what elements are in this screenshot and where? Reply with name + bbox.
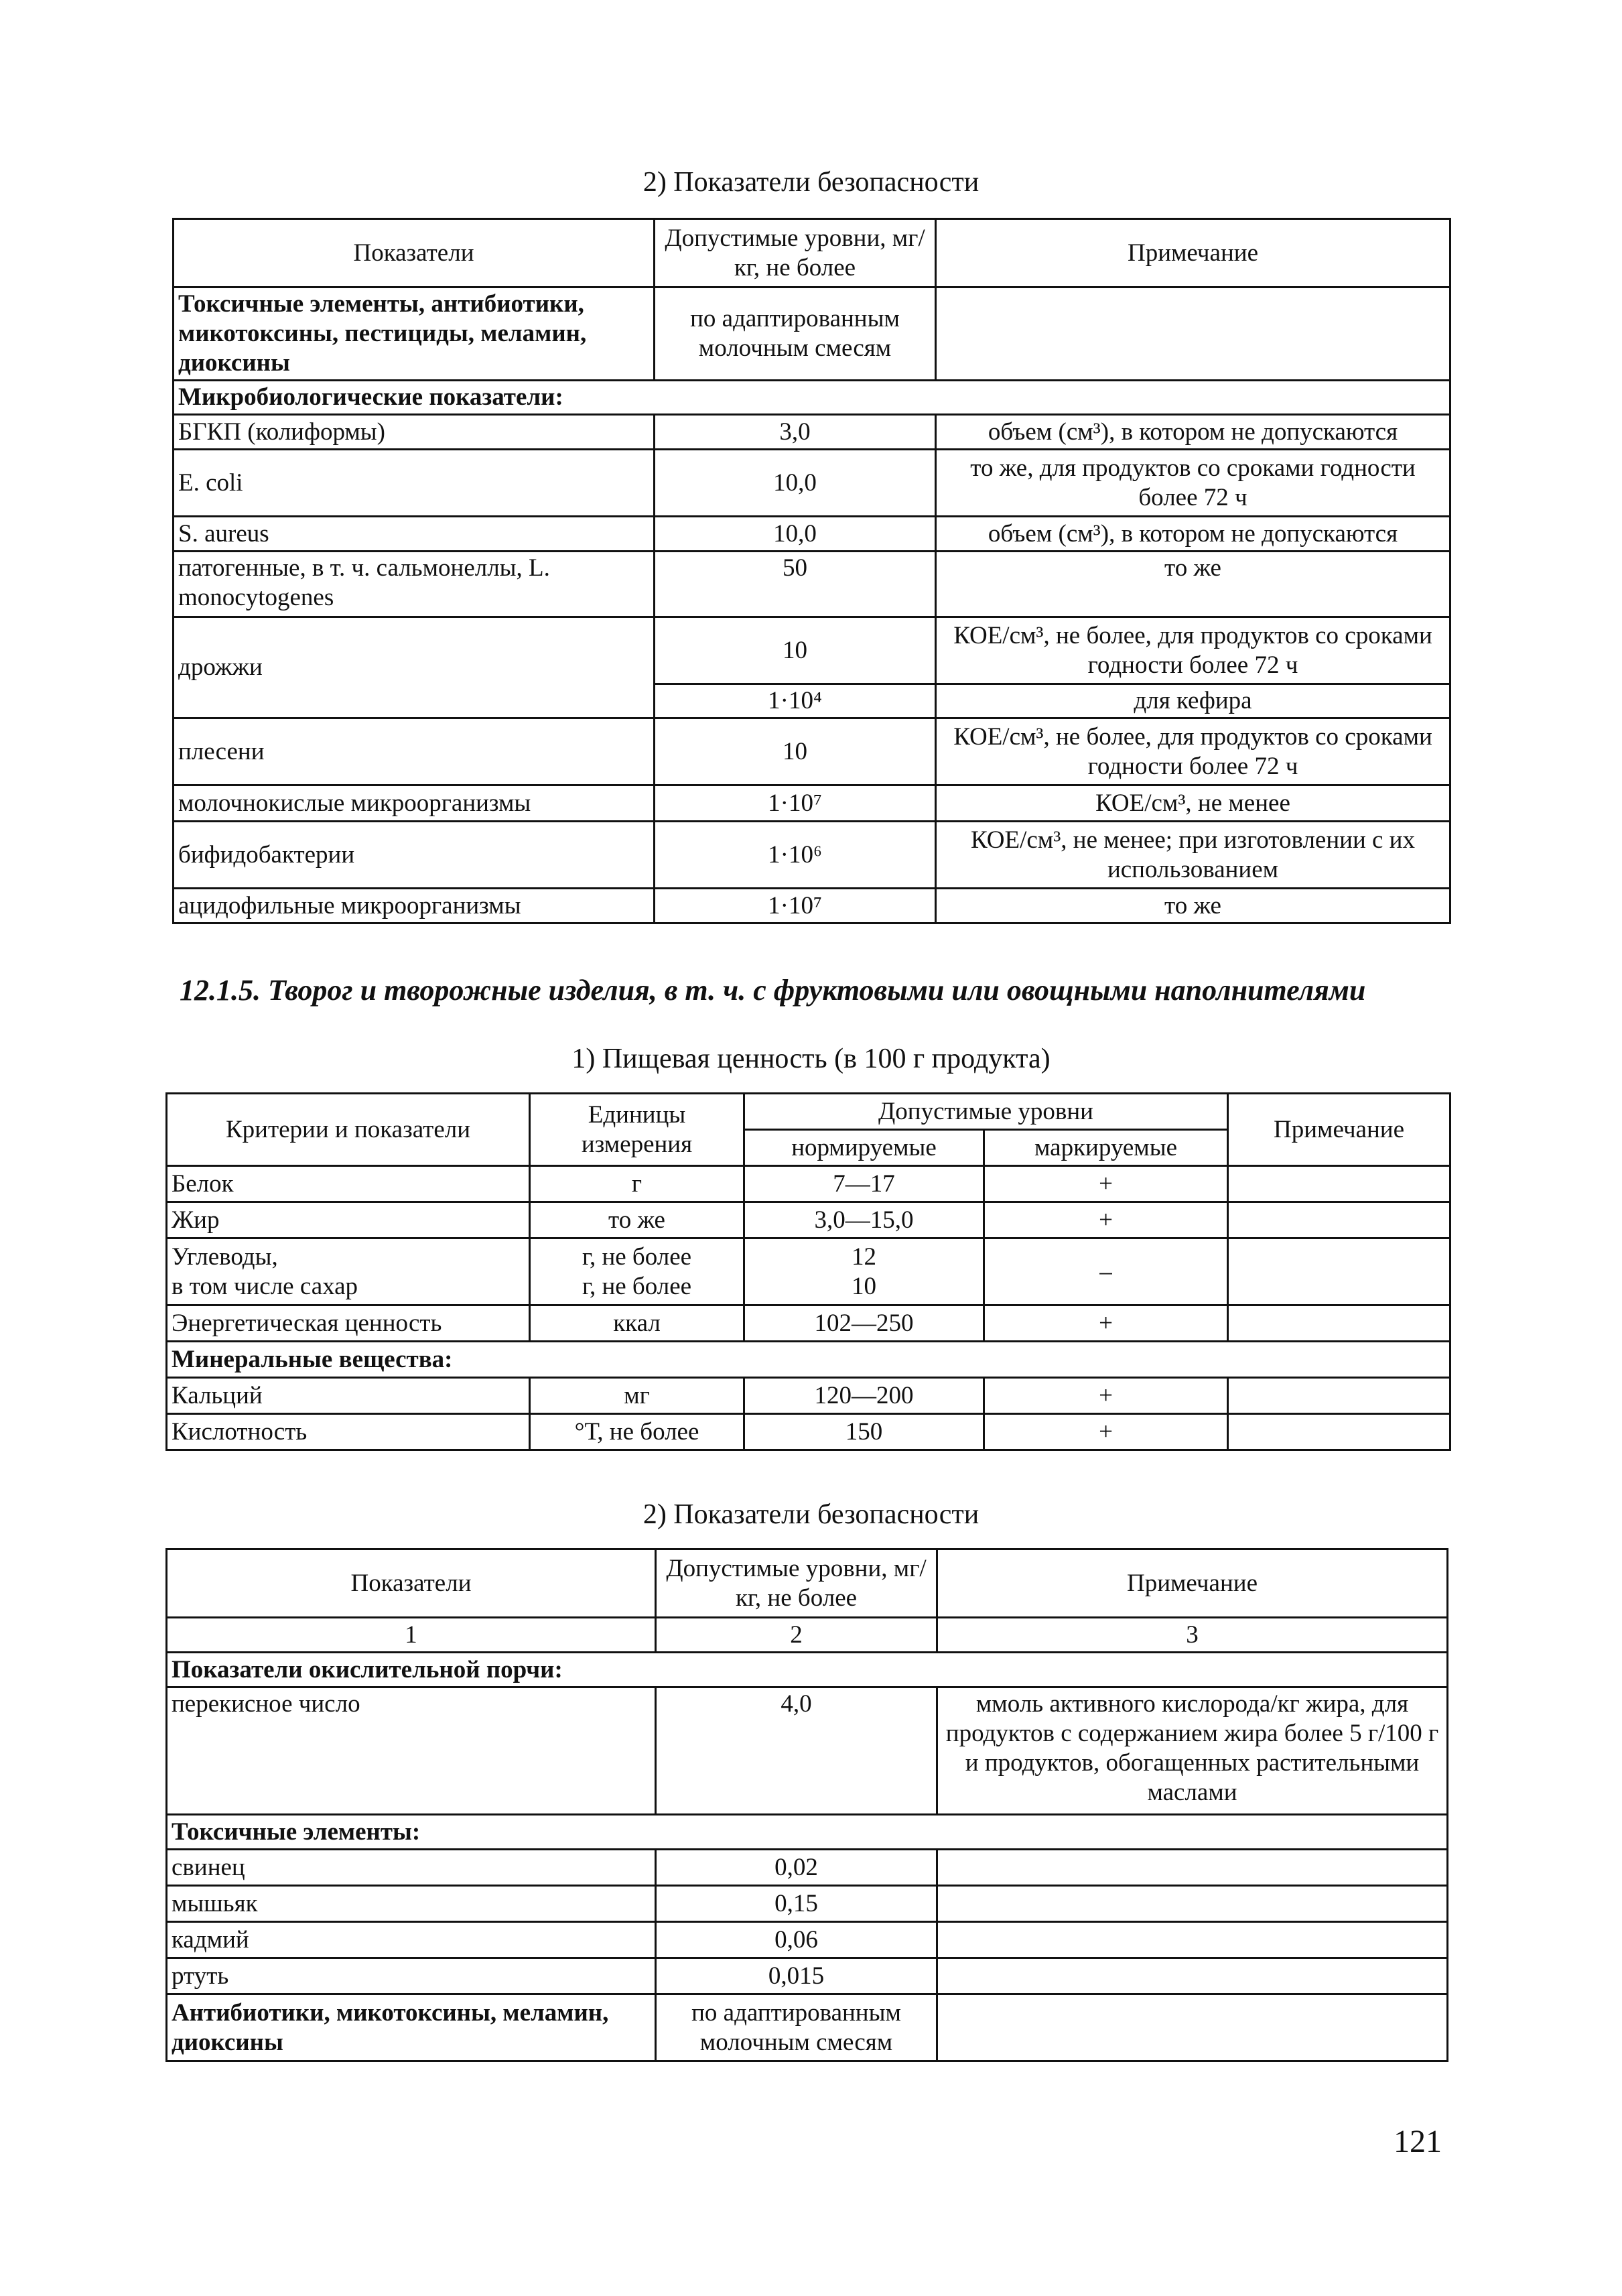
note-cell: для кефира	[936, 684, 1450, 718]
indicator-cell: S. aureus	[174, 517, 655, 552]
level-cell: 50	[655, 552, 936, 617]
labeled-cell: +	[984, 1202, 1228, 1238]
note-cell	[936, 288, 1450, 381]
unit-cell: г	[530, 1166, 744, 1202]
group-row	[167, 1815, 1448, 1850]
table-row	[174, 785, 1450, 822]
column-number: 3	[937, 1618, 1448, 1653]
safety-table-2	[165, 1548, 1448, 2062]
table-row	[167, 1238, 1450, 1305]
group-row	[167, 1342, 1450, 1378]
indicator-cell: свинец	[167, 1850, 656, 1886]
note-cell: ммоль активного кислорода/кг жира, для продуктов с содержанием жира более 5 г/100 г и продуктов, обогащенных растительными маслами	[937, 1687, 1448, 1815]
indicator-cell: молочнокислые микроорганизмы	[174, 785, 655, 822]
level-cell: 0,015	[656, 1958, 937, 1994]
note-cell: КОЕ/см³, не более, для продуктов со сроками годности более 72 ч	[936, 718, 1450, 785]
level-cell: 1·10⁷	[655, 785, 936, 822]
indicator-cell: патогенные, в т. ч. сальмонеллы, L. monocytogenes	[174, 552, 655, 617]
table-row	[174, 415, 1450, 450]
unit-cell	[530, 1238, 744, 1305]
table-row	[174, 889, 1450, 923]
criterion-cell: Кислотность	[167, 1414, 530, 1450]
note-cell	[1228, 1414, 1450, 1450]
level-cell: 0,06	[656, 1922, 937, 1958]
group-label: Токсичные элементы:	[167, 1815, 1448, 1850]
note-cell	[1228, 1238, 1450, 1305]
table-row	[167, 1687, 1448, 1815]
table-row	[167, 1202, 1450, 1238]
note-cell	[937, 1994, 1448, 2061]
normed-cell: 120—200	[744, 1378, 984, 1414]
header-indicators: Показатели	[174, 219, 655, 288]
level-cell: 1·10⁴	[655, 684, 936, 718]
table-row	[167, 1958, 1448, 1994]
table-row	[174, 288, 1450, 381]
normed-cell: 3,0—15,0	[744, 1202, 984, 1238]
unit-line: г, не более	[582, 1272, 692, 1300]
table-row	[167, 1922, 1448, 1958]
criterion-cell: Жир	[167, 1202, 530, 1238]
normed-cell: 7—17	[744, 1166, 984, 1202]
level-cell: 4,0	[656, 1687, 937, 1815]
level-cell: 0,02	[656, 1850, 937, 1886]
table-row	[167, 1305, 1450, 1342]
header-normed: нормируемые	[744, 1130, 984, 1166]
note-cell	[1228, 1202, 1450, 1238]
nutrition-table	[165, 1092, 1451, 1451]
header-note: Примечание	[1228, 1094, 1450, 1166]
table-row	[174, 552, 1450, 617]
table-row	[167, 1414, 1450, 1450]
criterion-line: в том числе сахар	[172, 1272, 358, 1300]
criterion-cell: Энергетическая ценность	[167, 1305, 530, 1342]
table-header-row	[167, 1549, 1448, 1618]
note-cell: то же, для продуктов со сроками годности более 72 ч	[936, 450, 1450, 517]
section-heading: 12.1.5. Творог и творожные изделия, в т. ч. с фруктовыми или овощными наполнителями	[180, 974, 1366, 1007]
labeled-cell: –	[984, 1238, 1228, 1305]
criterion-cell: Кальций	[167, 1378, 530, 1414]
indicator-cell: бифидобактерии	[174, 822, 655, 889]
indicator-cell: мышьяк	[167, 1886, 656, 1922]
normed-cell	[744, 1238, 984, 1305]
column-number-row	[167, 1618, 1448, 1653]
table-header-row	[174, 219, 1450, 288]
header-note: Примечание	[937, 1549, 1448, 1618]
indicator-cell: кадмий	[167, 1922, 656, 1958]
table-row	[174, 617, 1450, 684]
table-row	[167, 1378, 1450, 1414]
indicator-cell: плесени	[174, 718, 655, 785]
level-cell: 1·10⁷	[655, 889, 936, 923]
level-cell: 10	[655, 718, 936, 785]
table-header-row	[167, 1094, 1450, 1130]
group-row	[167, 1653, 1448, 1687]
level-cell: 3,0	[655, 415, 936, 450]
level-cell: 10,0	[655, 450, 936, 517]
note-cell: объем (см³), в котором не допускаются	[936, 517, 1450, 552]
labeled-cell: +	[984, 1166, 1228, 1202]
header-criteria: Критерии и показатели	[167, 1094, 530, 1166]
header-indicators: Показатели	[167, 1549, 656, 1618]
caption-safety-1: 2) Показатели безопасности	[643, 167, 979, 198]
table-row	[174, 718, 1450, 785]
labeled-cell: +	[984, 1305, 1228, 1342]
normed-line: 10	[852, 1272, 876, 1300]
indicator-cell: дрожжи	[174, 617, 655, 718]
unit-cell: то же	[530, 1202, 744, 1238]
labeled-cell: +	[984, 1414, 1228, 1450]
column-number: 2	[656, 1618, 937, 1653]
table-row	[167, 1886, 1448, 1922]
indicator-cell: Антибиотики, микотоксины, меламин, диоксины	[167, 1994, 656, 2061]
note-cell	[1228, 1378, 1450, 1414]
table-row	[174, 822, 1450, 889]
level-cell: по адаптированным молочным смесям	[655, 288, 936, 381]
indicator-cell: перекисное число	[167, 1687, 656, 1815]
level-cell: по адаптированным молочным смесям	[656, 1994, 937, 2061]
header-levels: Допустимые уровни, мг/кг, не более	[655, 219, 936, 288]
table-row	[174, 517, 1450, 552]
group-label: Минеральные вещества:	[167, 1342, 1450, 1378]
header-levels: Допустимые уровни, мг/кг, не более	[656, 1549, 937, 1618]
indicator-cell: ацидофильные микроорганизмы	[174, 889, 655, 923]
note-cell: то же	[936, 889, 1450, 923]
note-cell: КОЕ/см³, не менее; при изготовлении с их использованием	[936, 822, 1450, 889]
group-row	[174, 381, 1450, 415]
criterion-line: Углеводы,	[172, 1242, 278, 1271]
safety-table-1	[172, 218, 1451, 924]
header-levels: Допустимые уровни	[744, 1094, 1228, 1130]
note-cell	[937, 1958, 1448, 1994]
level-cell: 1·10⁶	[655, 822, 936, 889]
column-number: 1	[167, 1618, 656, 1653]
unit-cell: мг	[530, 1378, 744, 1414]
labeled-cell: +	[984, 1378, 1228, 1414]
indicator-cell: Токсичные элементы, антибиотики, микотоксины, пестициды, меламин, диоксины	[174, 288, 655, 381]
note-cell: то же	[936, 552, 1450, 617]
note-cell	[937, 1922, 1448, 1958]
note-cell: КОЕ/см³, не более, для продуктов со сроками годности более 72 ч	[936, 617, 1450, 684]
unit-line: г, не более	[582, 1242, 692, 1271]
table-row	[167, 1994, 1448, 2061]
table-row	[174, 450, 1450, 517]
note-cell	[937, 1850, 1448, 1886]
caption-safety-2: 2) Показатели безопасности	[643, 1499, 979, 1530]
level-cell: 10	[655, 617, 936, 684]
caption-nutrition: 1) Пищевая ценность (в 100 г продукта)	[571, 1043, 1051, 1074]
indicator-cell: БГКП (колиформы)	[174, 415, 655, 450]
note-cell	[937, 1886, 1448, 1922]
criterion-cell: Белок	[167, 1166, 530, 1202]
header-note: Примечание	[936, 219, 1450, 288]
note-cell: объем (см³), в котором не допускаются	[936, 415, 1450, 450]
note-cell	[1228, 1166, 1450, 1202]
group-label: Микробиологические показатели:	[174, 381, 1450, 415]
table-row	[167, 1166, 1450, 1202]
level-cell: 0,15	[656, 1886, 937, 1922]
normed-line: 12	[852, 1242, 876, 1271]
page-number: 121	[1394, 2124, 1442, 2159]
criterion-cell	[167, 1238, 530, 1305]
unit-cell: ккал	[530, 1305, 744, 1342]
group-label: Показатели окислительной порчи:	[167, 1653, 1448, 1687]
indicator-cell: E. coli	[174, 450, 655, 517]
level-cell: 10,0	[655, 517, 936, 552]
unit-cell: °Т, не более	[530, 1414, 744, 1450]
note-cell: КОЕ/см³, не менее	[936, 785, 1450, 822]
header-units: Единицы измерения	[530, 1094, 744, 1166]
note-cell	[1228, 1305, 1450, 1342]
indicator-cell: ртуть	[167, 1958, 656, 1994]
table-row	[167, 1850, 1448, 1886]
normed-cell: 102—250	[744, 1305, 984, 1342]
header-labeled: маркируемые	[984, 1130, 1228, 1166]
normed-cell: 150	[744, 1414, 984, 1450]
